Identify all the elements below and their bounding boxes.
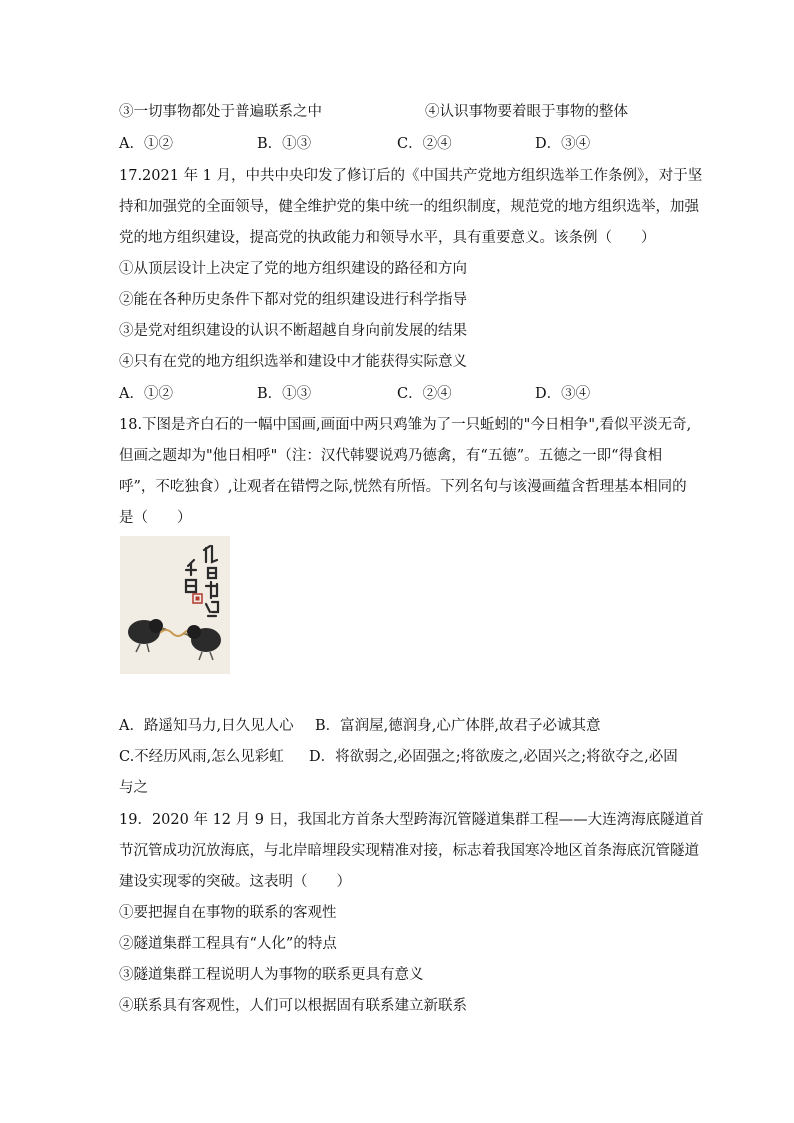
painting-chicks-illustration xyxy=(120,536,230,674)
q17-statement-4: ④只有在党的地方组织选举和建设中才能获得实际意义 xyxy=(119,354,467,370)
q18-option-b[interactable]: B．富润屋,德润身,心广体胖,故君子必诚其意 xyxy=(315,718,601,734)
q16-option-c[interactable]: C．②④ xyxy=(397,136,452,152)
q17-statement-2: ②能在各种历史条件下都对党的组织建设进行科学指导 xyxy=(119,292,467,308)
q17-option-b[interactable]: B．①③ xyxy=(257,386,312,402)
q17-stem-line-3: 党的地方组织建设，提高党的执政能力和领导水平，具有重要意义。该条例（ ） xyxy=(119,230,656,246)
q18-stem-line-2: 但画之题却为"他日相呼"（注：汉代韩婴说鸡乃德禽，有“五德”。五德之一即“得食相 xyxy=(119,448,663,464)
q18-stem-line-3: 呼”，不吃独食）,让观者在错愕之际,恍然有所悟。下列名句与该漫画蕴含哲理基本相同的 xyxy=(119,479,687,495)
q17-stem-line-1: 17.2021 年 1 月，中共中央印发了修订后的《中国共产党地方组织选举工作条例》，对于坚 xyxy=(119,168,703,184)
q19-stem-line-2: 节沉管成功沉放海底，与北岸暗埋段实现精准对接，标志着我国寒冷地区首条海底沉管隧道 xyxy=(119,843,699,859)
q19-statement-4: ④联系具有客观性，人们可以根据固有联系建立新联系 xyxy=(119,998,467,1014)
q19-statement-3: ③隧道集群工程说明人为事物的联系更具有意义 xyxy=(119,967,424,983)
q17-statement-3: ③是党对组织建设的认识不断超越自身向前发展的结果 xyxy=(119,323,467,339)
q18-option-d-continued: 与之 xyxy=(119,780,148,796)
q18-option-a[interactable]: A．路遥知马力,日久见人心 xyxy=(119,718,294,734)
q19-statement-1: ①要把握自在事物的联系的客观性 xyxy=(119,905,337,921)
q16-option-a[interactable]: A．①② xyxy=(119,136,173,152)
q17-option-c[interactable]: C．②④ xyxy=(397,386,452,402)
q16-option-b[interactable]: B．①③ xyxy=(257,136,312,152)
q17-option-a[interactable]: A．①② xyxy=(119,386,173,402)
q19-stem-line-1: 19．2020 年 12 月 9 日，我国北方首条大型跨海沉管隧道集群工程——大连湾海底隧道首 xyxy=(119,812,704,828)
q17-statement-1: ①从顶层设计上决定了党的地方组织建设的路径和方向 xyxy=(119,261,467,277)
q18-option-c[interactable]: C.不经历风雨,怎么见彩虹 xyxy=(119,749,284,765)
q19-stem-line-3: 建设实现零的突破。这表明（ ） xyxy=(119,874,351,890)
q17-stem-line-2: 持和加强党的全面领导，健全维护党的集中统一的组织制度，规范党的地方组织选举，加强 xyxy=(119,199,699,215)
q16-statement-3: ③一切事物都处于普遍联系之中 xyxy=(119,104,322,120)
q17-option-d[interactable]: D．③④ xyxy=(535,386,591,402)
q16-option-d[interactable]: D．③④ xyxy=(535,136,591,152)
q18-stem-line-1: 18.下图是齐白石的一幅中国画,画面中两只鸡雏为了一只蚯蚓的"今日相争",看似平淡无奇, xyxy=(119,417,692,433)
q18-stem-line-4: 是（ ） xyxy=(119,510,192,526)
q16-statement-4: ④认识事物要着眼于事物的整体 xyxy=(425,104,628,120)
q18-option-d[interactable]: D．将欲弱之,必固强之;将欲废之,必固兴之;将欲夺之,必固 xyxy=(309,749,678,765)
q19-statement-2: ②隧道集群工程具有“人化”的特点 xyxy=(119,936,337,952)
qi-baishi-painting xyxy=(120,536,230,674)
